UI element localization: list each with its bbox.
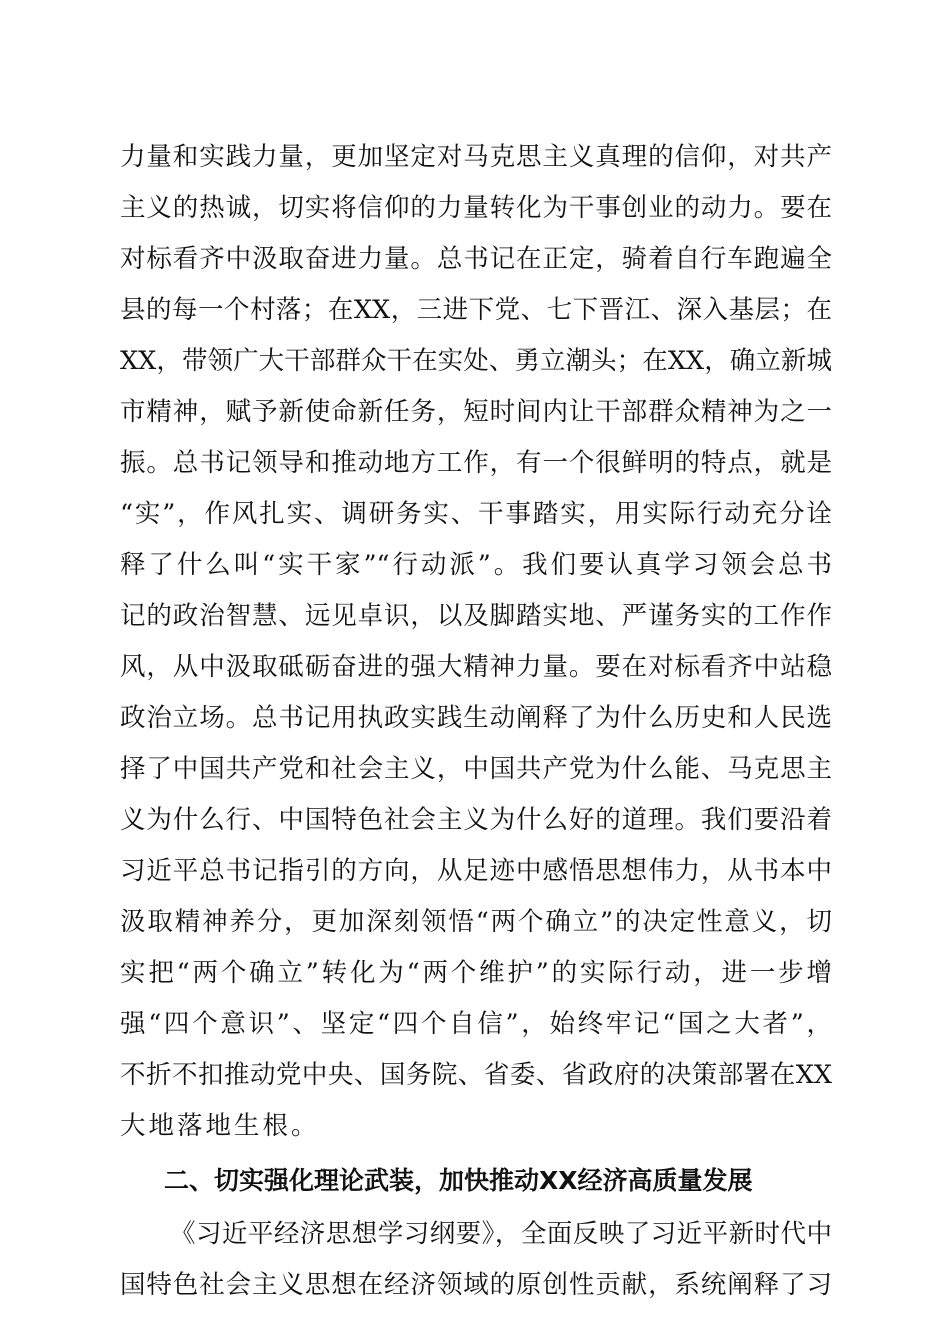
paragraph-line: “实”，作风扎实、调研务实、干事踏实，用实际行动充分诠 bbox=[120, 499, 832, 529]
paragraph-line: 对标看齐中汲取奋进力量。总书记在正定，骑着自行车跑遍全 bbox=[120, 244, 832, 274]
paragraph-line: 习近平总书记指引的方向，从足迹中感悟思想伟力，从书本中 bbox=[120, 856, 832, 886]
paragraph-line: 义为什么行、中国特色社会主义为什么好的道理。我们要沿着 bbox=[120, 805, 832, 835]
section-heading: 二、切实强化理论武装，加快推动XX经济高质量发展 bbox=[164, 1166, 753, 1195]
paragraph-line: 力量和实践力量，更加坚定对马克思主义真理的信仰，对共产 bbox=[120, 142, 832, 172]
paragraph-line: 国特色社会主义思想在经济领域的原创性贡献，系统阐释了习 bbox=[120, 1270, 832, 1300]
paragraph-line: 政治立场。总书记用执政实践生动阐释了为什么历史和人民选 bbox=[120, 703, 832, 733]
paragraph-line: 强“四个意识”、坚定“四个自信”，始终牢记“国之大者”， bbox=[120, 1009, 832, 1039]
paragraph-line: 县的每一个村落；在XX，三进下党、七下晋江、深入基层；在 bbox=[120, 295, 832, 325]
paragraph-line: 实把“两个确立”转化为“两个维护”的实际行动，进一步增 bbox=[120, 958, 832, 988]
paragraph-line: 《习近平经济思想学习纲要》，全面反映了习近平新时代中 bbox=[170, 1219, 832, 1249]
paragraph-line: 主义的热诚，切实将信仰的力量转化为干事创业的动力。要在 bbox=[120, 193, 832, 223]
paragraph-line: 市精神，赋予新使命新任务，短时间内让干部群众精神为之一 bbox=[120, 397, 832, 427]
paragraph-line: 振。总书记领导和推动地方工作，有一个很鲜明的特点，就是 bbox=[120, 448, 832, 478]
paragraph-line: 汲取精神养分，更加深刻领悟“两个确立”的决定性意义，切 bbox=[120, 907, 832, 937]
paragraph-line: 不折不扣推动党中央、国务院、省委、省政府的决策部署在XX bbox=[120, 1060, 832, 1090]
paragraph-line: 释了什么叫“实干家”“行动派”。我们要认真学习领会总书 bbox=[120, 550, 832, 580]
paragraph-line: XX，带领广大干部群众干在实处、勇立潮头；在XX，确立新城 bbox=[120, 346, 832, 376]
paragraph-line: 大地落地生根。 bbox=[120, 1111, 320, 1141]
paragraph-line: 风，从中汲取砥砺奋进的强大精神力量。要在对标看齐中站稳 bbox=[120, 652, 832, 682]
paragraph-line: 择了中国共产党和社会主义，中国共产党为什么能、马克思主 bbox=[120, 754, 832, 784]
paragraph-line: 记的政治智慧、远见卓识，以及脚踏实地、严谨务实的工作作 bbox=[120, 601, 832, 631]
